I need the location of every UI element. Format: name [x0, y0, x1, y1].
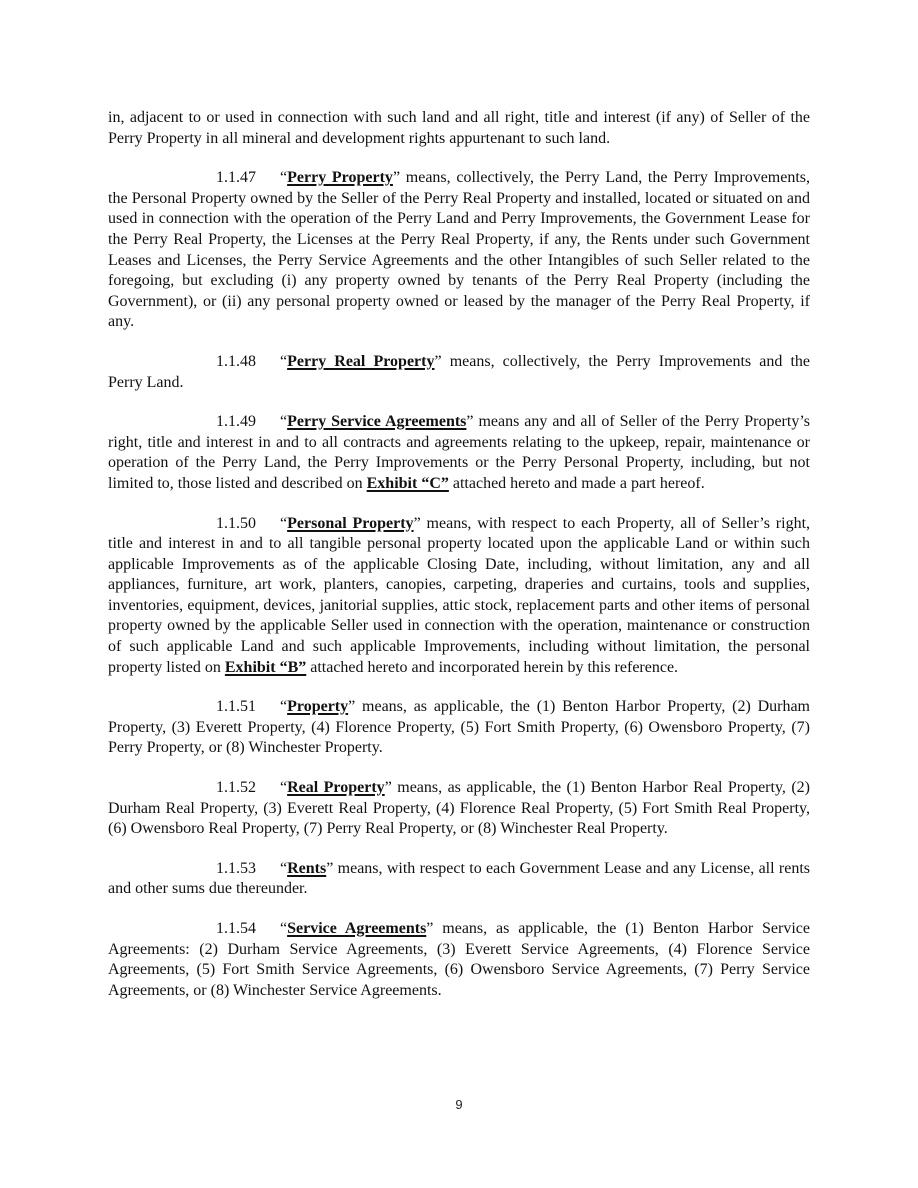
definition-body: means, as applicable, the (1) Benton Harbor Property, (2) Durham Property, (3) Everett Property, (4) Florence Property, (5) Fort Smith Property, (6) Owensboro Property, (7) Perry Property, or (8) Winchester Property.	[108, 698, 810, 757]
close-quote: ”	[413, 514, 421, 532]
open-quote: “	[280, 514, 288, 532]
defined-term: Perry Service Agreements	[287, 413, 467, 431]
page-number: 9	[455, 1097, 463, 1112]
definition-body: means, collectively, the Perry Improvements and the Perry Land.	[108, 352, 810, 391]
definition-body: means, collectively, the Perry Land, the Perry Improvements, the Personal Property owned by the Seller of the Perry Real Property and installed, located or situated on and used in connection with the operation of the Perry Land and Perry Improvements, the Government Lease for the Perry Real Property, the Licenses at the Perry Real Property, if any, the Rents under such Government Leases and Licenses, the Perry Service Agreements and the other Intangibles of such Seller related to the foregoing, but excluding (i) any property owned by tenants of the Perry Real Property (including the Government), or (ii) any personal property owned or leased by the manager of the Perry Real Property, if any.	[108, 169, 811, 331]
definition-tail: attached hereto and made a part hereof.	[448, 474, 705, 492]
close-quote: ”	[426, 920, 434, 937]
section-number: 1.1.54	[216, 920, 256, 937]
close-quote: ”	[434, 352, 442, 370]
section-number: 1.1.49	[216, 413, 256, 431]
continuation-paragraph: in, adjacent to or used in connection with such land and all right, title and interest (if any) of Seller of the Perry Property in all mineral and development rights appurtenant to such land.	[108, 109, 810, 147]
section-number: 1.1.52	[216, 779, 256, 797]
exhibit-reference: Exhibit “C”	[366, 474, 449, 492]
document-page	[108, 108, 810, 1020]
definition-1-1-52	[108, 778, 810, 840]
open-quote: “	[280, 352, 288, 370]
exhibit-reference: Exhibit “B”	[224, 658, 307, 676]
close-quote: ”	[348, 698, 356, 716]
open-quote: “	[280, 698, 288, 716]
section-number: 1.1.48	[216, 352, 256, 370]
defined-term: Real Property	[287, 779, 385, 797]
definition-body: means any and all of Seller of the Perry Property’s right, title and interest in and to all contracts and agreements relating to the upkeep, repair, maintenance or operation of the Perry Land, the Perry Improvements or the Perry Personal Property, including, but not limited to, those listed and described on	[108, 413, 810, 492]
definition-tail: attached hereto and incorporated herein by this reference.	[306, 658, 679, 676]
definition-1-1-54	[108, 919, 810, 1001]
defined-term: Rents	[287, 859, 327, 877]
definition-body: means, as applicable, the (1) Benton Harbor Real Property, (2) Durham Real Property, (3) Everett Real Property, (4) Florence Real Property, (5) Fort Smith Real Property, (6) Owensboro Real Property, (7) Perry Real Property, or (8) Winchester Real Property.	[108, 779, 811, 838]
definition-1-1-51	[108, 697, 810, 759]
defined-term: Perry Property	[287, 169, 393, 187]
defined-term: Personal Property	[287, 514, 414, 532]
open-quote: “	[280, 169, 288, 187]
section-number: 1.1.53	[216, 859, 256, 877]
definition-1-1-48	[108, 352, 810, 393]
definition-1-1-49	[108, 412, 810, 494]
definition-1-1-47	[108, 168, 810, 333]
close-quote: ”	[384, 779, 392, 797]
open-quote: “	[280, 413, 288, 431]
open-quote: “	[280, 920, 288, 937]
close-quote: ”	[326, 859, 334, 877]
section-number: 1.1.51	[216, 698, 256, 716]
definition-body: means, with respect to each Government Lease and any License, all rents and other sums due thereunder.	[108, 859, 810, 898]
definition-1-1-50	[108, 514, 810, 679]
close-quote: ”	[466, 413, 474, 431]
close-quote: ”	[392, 169, 401, 187]
section-number: 1.1.47	[216, 169, 256, 187]
definition-body: means, with respect to each Property, all of Seller’s right, title and interest in and to all tangible personal property located upon the applicable Land or within such applicable Improvements as of the applicable Closing Date, including, without limitation, any and all appliances, furniture, art work, planters, canopies, carpeting, draperies and curtains, tools and supplies, inventories, equipment, devices, janitorial supplies, attic stock, replacement parts and other items of personal property owned by the applicable Seller used in connection with the operation, maintenance or construction of such applicable Land and such applicable Improvements, including without limitation, the personal property listed on	[108, 514, 811, 676]
definition-body: means, as applicable, the (1) Benton Harbor Service Agreements: (2) Durham Service Agreements, (3) Everett Service Agreements, (4) Florence Service Agreements, (5) Fort Smith Service Agreements, (6) Owensboro Service Agreements, (7) Perry Service Agreements, or (8) Winchester Service Agreements.	[108, 920, 810, 999]
defined-term: Service Agreements	[287, 920, 427, 937]
open-quote: “	[280, 859, 288, 877]
defined-term: Perry Real Property	[287, 352, 435, 370]
open-quote: “	[280, 779, 288, 797]
defined-term: Property	[287, 698, 349, 716]
definition-1-1-53	[108, 859, 810, 900]
section-number: 1.1.50	[216, 514, 256, 532]
